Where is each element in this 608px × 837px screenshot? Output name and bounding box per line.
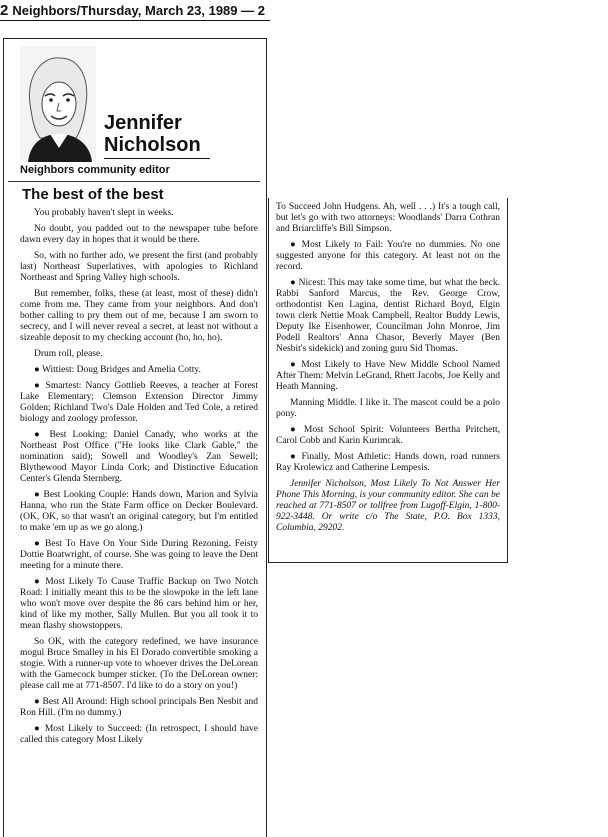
paragraph: So OK, with the category redefined, we have insurance mogul Bruce Smalley in his El Dorado convertible smoking a stogie. With a runner-up vote to whoever drives the DeLorean with the Gamecock bumper sticker. (To the DeLorean owner: please call me at 771-8507. I'd like to do a story on you!) xyxy=(20,637,258,691)
paragraph: ● Wittiest: Doug Bridges and Amelia Cotty. xyxy=(34,365,201,375)
byline-title: Neighbors community editor xyxy=(20,164,170,176)
paragraph: But remember, folks, these (at least, most of these) didn't come from me. They came from your neighbors. And don't bother calling to pry them out of me, because I am sworn to secrecy, and I will never reveal a secret, at least not without a sizeable deposit to my checking account (ho, ho, ho). xyxy=(20,289,258,343)
paragraph: ● Most Likely to Succeed: (In retrospect, I should have called this category Most Likely xyxy=(20,724,258,745)
paragraph: ● Best To Have On Your Side During Rezoning. Feisty Dottie Boatwright, of course. She was going to leave the Dent meeting for a minute there. xyxy=(20,539,258,571)
paragraph: ● Most School Spirit: Volunteers Bertha Pritchett, Carol Cobb and Karin Kurimcak. xyxy=(276,425,500,446)
masthead-rule xyxy=(0,20,270,21)
paragraph: ● Best All Around: High school principals Ben Nesbit and Ron Hill. (I'm no dummy.) xyxy=(20,697,258,718)
paragraph: Drum roll, please. xyxy=(34,349,103,359)
author-photo xyxy=(20,46,96,162)
byline-rule xyxy=(104,158,210,159)
paragraph: So, with no further ado, we present the first (and probably last) Northeast Superlatives, with apologies to Richland Northeast and Spring Valley high schools. xyxy=(20,251,258,283)
paragraph: No doubt, you padded out to the newspaper tube before dawn every day in hopes that it would be there. xyxy=(20,224,258,245)
paragraph: ● Best Looking: Daniel Canady, who works at the Northeast Post Office ("He looks like Clark Gable," the nomination said); Sowell and Woodley's Zan Sewell; Blythewood Mayor Linda Cork; and Distinctive Education Center's Glenda Sternberg. xyxy=(20,430,258,484)
portrait-image xyxy=(20,46,96,162)
byline-last-name: Nicholson xyxy=(104,134,201,156)
article-column-2 xyxy=(276,202,500,539)
article-column-1 xyxy=(20,208,258,751)
paragraph: To Succeed John Hudgens. Ah, well . . .) It's a tough call, but let's go with two attorneys: Woodlands' Darra Cothran and Briarcliffe's Bill Simpson. xyxy=(276,202,500,234)
masthead xyxy=(0,2,290,19)
paragraph: ● Smartest: Nancy Gottlieb Reeves, a teacher at Forest Lake Elementary; Clemson Extension Director Jimmy Golden; Richland Two's Dale Holden and Ted Cole, a retired biology and zoology professor. xyxy=(20,381,258,424)
article-headline: The best of the best xyxy=(22,186,164,203)
paragraph: You probably haven't slept in weeks. xyxy=(34,208,174,218)
paragraph: ● Most Likely to Fail: You're no dummies. No one suggested anyone for this category. At least not on the record. xyxy=(276,240,500,272)
page-number: 2 xyxy=(0,2,9,19)
masthead-title: Neighbors/Thursday, March 23, 1989 — 2 xyxy=(12,3,265,18)
author-tagline: Jennifer Nicholson, Most Likely To Not Answer Her Phone This Morning, is your community editor. She can be reached at 771-8507 or tollfree from Lugoff-Elgin, 1-800-922-3448. Or write c/o The State, P.O. Box 1333, Columbia, 29202. xyxy=(276,479,500,533)
paragraph: ● Best Looking Couple: Hands down, Marion and Sylvia Hanna, who run the State Farm office on Decker Boulevard. (OK, OK, so that wasn't an original category, but I'm entitled to make 'em up as we go along.) xyxy=(20,490,258,533)
paragraph: ● Most Likely to Have New Middle School Named After Them: Melvin LeGrand, Rhett Jacobs, Joe Kelly and Heath Manning. xyxy=(276,360,500,392)
paragraph: ● Most Likely To Cause Traffic Backup on Two Notch Road: I initially meant this to be the slowpoke in the left lane who won't move over despite the 86 cars behind him or her, kind of like my mother, Sally Mullen. But you all took it to mean flashy showstoppers. xyxy=(20,577,258,631)
paragraph: ● Finally, Most Athletic: Hands down, road runners Ray Krolewicz and Catherine Lempesis. xyxy=(276,452,500,473)
byline-first-name: Jennifer xyxy=(104,112,182,134)
byline-name xyxy=(104,112,264,156)
paragraph: Manning Middle. I like it. The mascot could be a polo pony. xyxy=(276,398,500,419)
paragraph: ● Nicest: This may take some time, but what the heck. Rabbi Sanford Marcus, the Rev. George Crow, orthodontist Ken Lagina, dentist Richard Boyd, Elgin town clerk Nettie Moak Campbell, Realtor Buddy Lewis, Deputy Ike Eisenhower, Councilman John Monroe, Jim Podell Realtors' Anna Chasor, Beverly Mayer (Ben Nesbit's sidekick) and zoning guru Sid Thomas. xyxy=(276,278,500,354)
separator-rule xyxy=(8,181,260,182)
